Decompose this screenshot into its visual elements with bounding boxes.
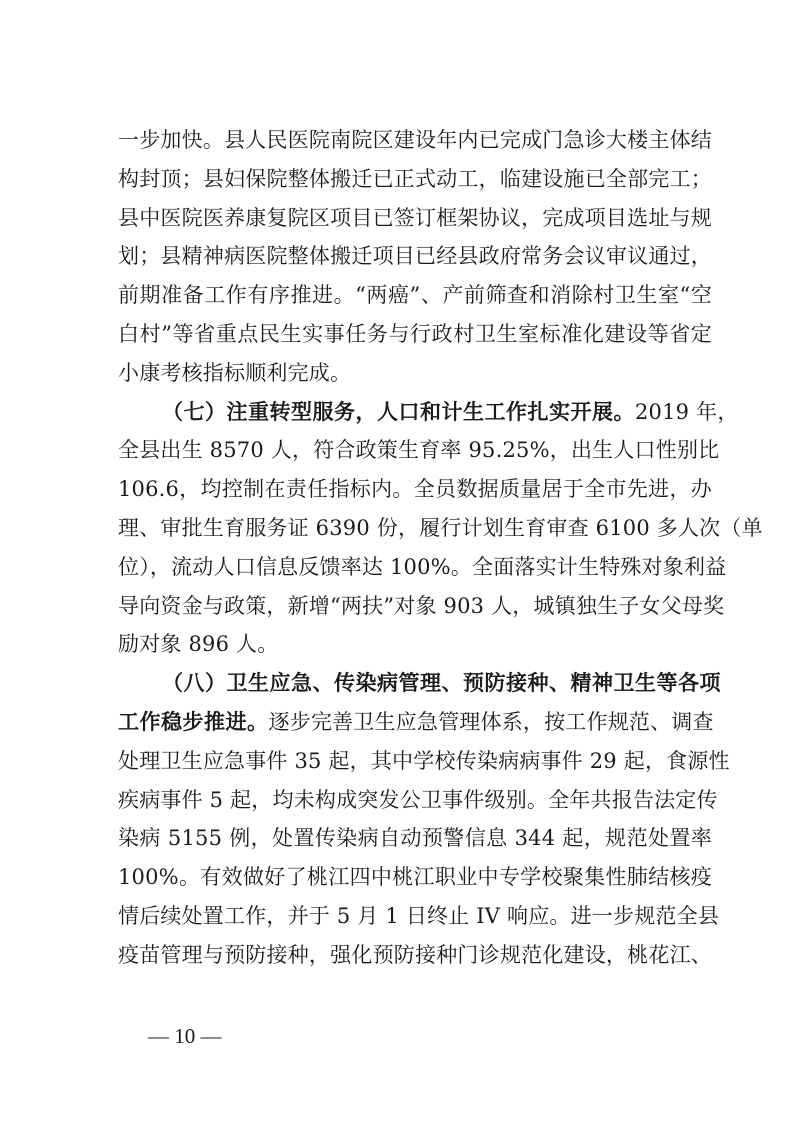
text-line: 位），流动人口信息反馈率达 100%。全面落实计生特殊对象利益 [118,554,727,579]
text-line [118,393,739,432]
text-line: 全县出生 8570 人，符合政策生育率 95.25%，出生人口性别比 [118,438,720,463]
text-run: 2019 年， [635,399,739,424]
text-line: 处理卫生应急事件 35 起，其中学校传染病病事件 29 起，食源性 [118,748,730,773]
text-line: 100%。有效做好了桃江四中桃江职业中专学校聚集性肺结核疫 [118,865,712,890]
page-number: — 10 — [148,1024,222,1048]
text-line: 一步加快。县人民医院南院区建设年内已完成门急诊大楼主体结 [118,128,712,152]
text-line: 励对象 896 人。 [118,632,279,657]
section-heading-8: （八）卫生应急、传染病管理、预防接种、精神卫生等各项 [162,671,721,696]
paragraph-1 [118,121,712,393]
text-line: 小康考核指标顺利完成。 [118,360,352,385]
text-line [118,703,712,742]
text-line: 理、审批生育服务证 6390 份，履行计划生育审查 6100 多人次（单 [118,515,763,540]
text-line: 情后续处置工作，并于 5 月 1 日终止 IV 响应。进一步规范全县 [118,903,720,928]
text-line: 疫苗管理与预防接种，强化预防接种门诊规范化建设，桃花江、 [118,942,712,967]
text-line: 白村”等省重点民生实事任务与行政村卫生室标准化建设等省定 [118,321,712,346]
text-run: 逐步完善卫生应急管理体系，按工作规范、调查 [268,709,714,734]
section-heading-8-continued: 工作稳步推进。 [118,709,269,734]
text-line: 染病 5155 例，处置传染病自动预警信息 344 起，规范处置率 [118,826,712,851]
text-line: 县中医院医养康复院区项目已签订框架协议，完成项目选址与规 [118,205,712,230]
text-line: 106.6，均控制在责任指标内。全员数据质量居于全市先进，办 [118,477,712,502]
section-heading-7: （七）注重转型服务，人口和计生工作扎实开展。 [162,399,635,424]
document-body [118,121,763,975]
paragraph-2 [118,393,763,665]
paragraph-3 [118,664,730,974]
text-line: 构封顶；县妇保院整体搬迁已正式动工，临建设施已全部完工； [118,166,712,191]
text-line: 前期准备工作有序推进。“两癌”、产前筛查和消除村卫生室“空 [118,283,712,308]
text-line: 划；县精神病医院整体搬迁项目已经县政府常务会议审议通过， [118,244,712,269]
text-line: 导向资金与政策，新增“两扶”对象 903 人，城镇独生子女父母奖 [118,593,725,618]
text-line: 疾病事件 5 起，均未构成突发公卫事件级别。全年共报告法定传 [118,787,718,812]
